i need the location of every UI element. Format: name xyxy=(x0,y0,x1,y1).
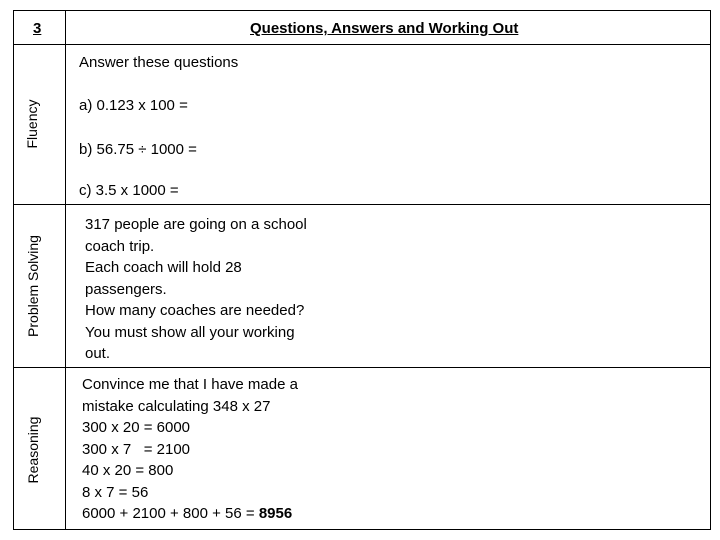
fluency-question-c: c) 3.5 x 1000 = xyxy=(79,182,179,199)
reasoning-line: mistake calculating 348 x 27 xyxy=(82,397,271,415)
column-divider xyxy=(65,11,66,529)
row-divider-fluency xyxy=(14,204,710,205)
reasoning-line: 300 x 7 = 2100 xyxy=(82,440,191,458)
reasoning-label: Reasoning xyxy=(25,416,41,484)
fluency-question-a: a) 0.123 x 100 = xyxy=(79,97,188,114)
reasoning-line: 40 x 20 = 800 xyxy=(82,462,174,479)
problem-solving-label: Problem Solving xyxy=(25,235,41,337)
problem-solving-text xyxy=(85,214,307,365)
fluency-intro: Answer these questions xyxy=(79,54,239,71)
problem-line: 317 people are going on a school xyxy=(85,216,307,233)
problem-line: How many coaches are needed? xyxy=(85,302,305,319)
reasoning-final-answer: 8956 xyxy=(258,505,293,522)
fluency-question-b: b) 56.75 ÷ 1000 = xyxy=(79,141,197,158)
reasoning-line: Convince me that I have made a xyxy=(82,376,298,393)
row-divider-problem xyxy=(14,367,710,368)
reasoning-line: 300 x 20 = 6000 xyxy=(82,419,191,436)
question-number: 3 xyxy=(33,20,42,37)
problem-line: Each coach will hold 28 xyxy=(85,259,242,276)
fluency-label: Fluency xyxy=(24,99,40,149)
reasoning-text xyxy=(82,374,298,525)
reasoning-line: 8 x 7 = 56 xyxy=(82,483,149,501)
row-divider-header xyxy=(14,44,710,45)
problem-line: You must show all your working xyxy=(85,323,295,341)
reasoning-final-line xyxy=(82,503,298,525)
reasoning-final-prefix: 6000 + 2100 + 800 + 56 = xyxy=(82,505,259,522)
problem-line: out. xyxy=(85,345,111,362)
page-title: Questions, Answers and Working Out xyxy=(250,20,519,37)
problem-line: coach trip. xyxy=(85,237,155,255)
problem-line: passengers. xyxy=(85,280,167,298)
